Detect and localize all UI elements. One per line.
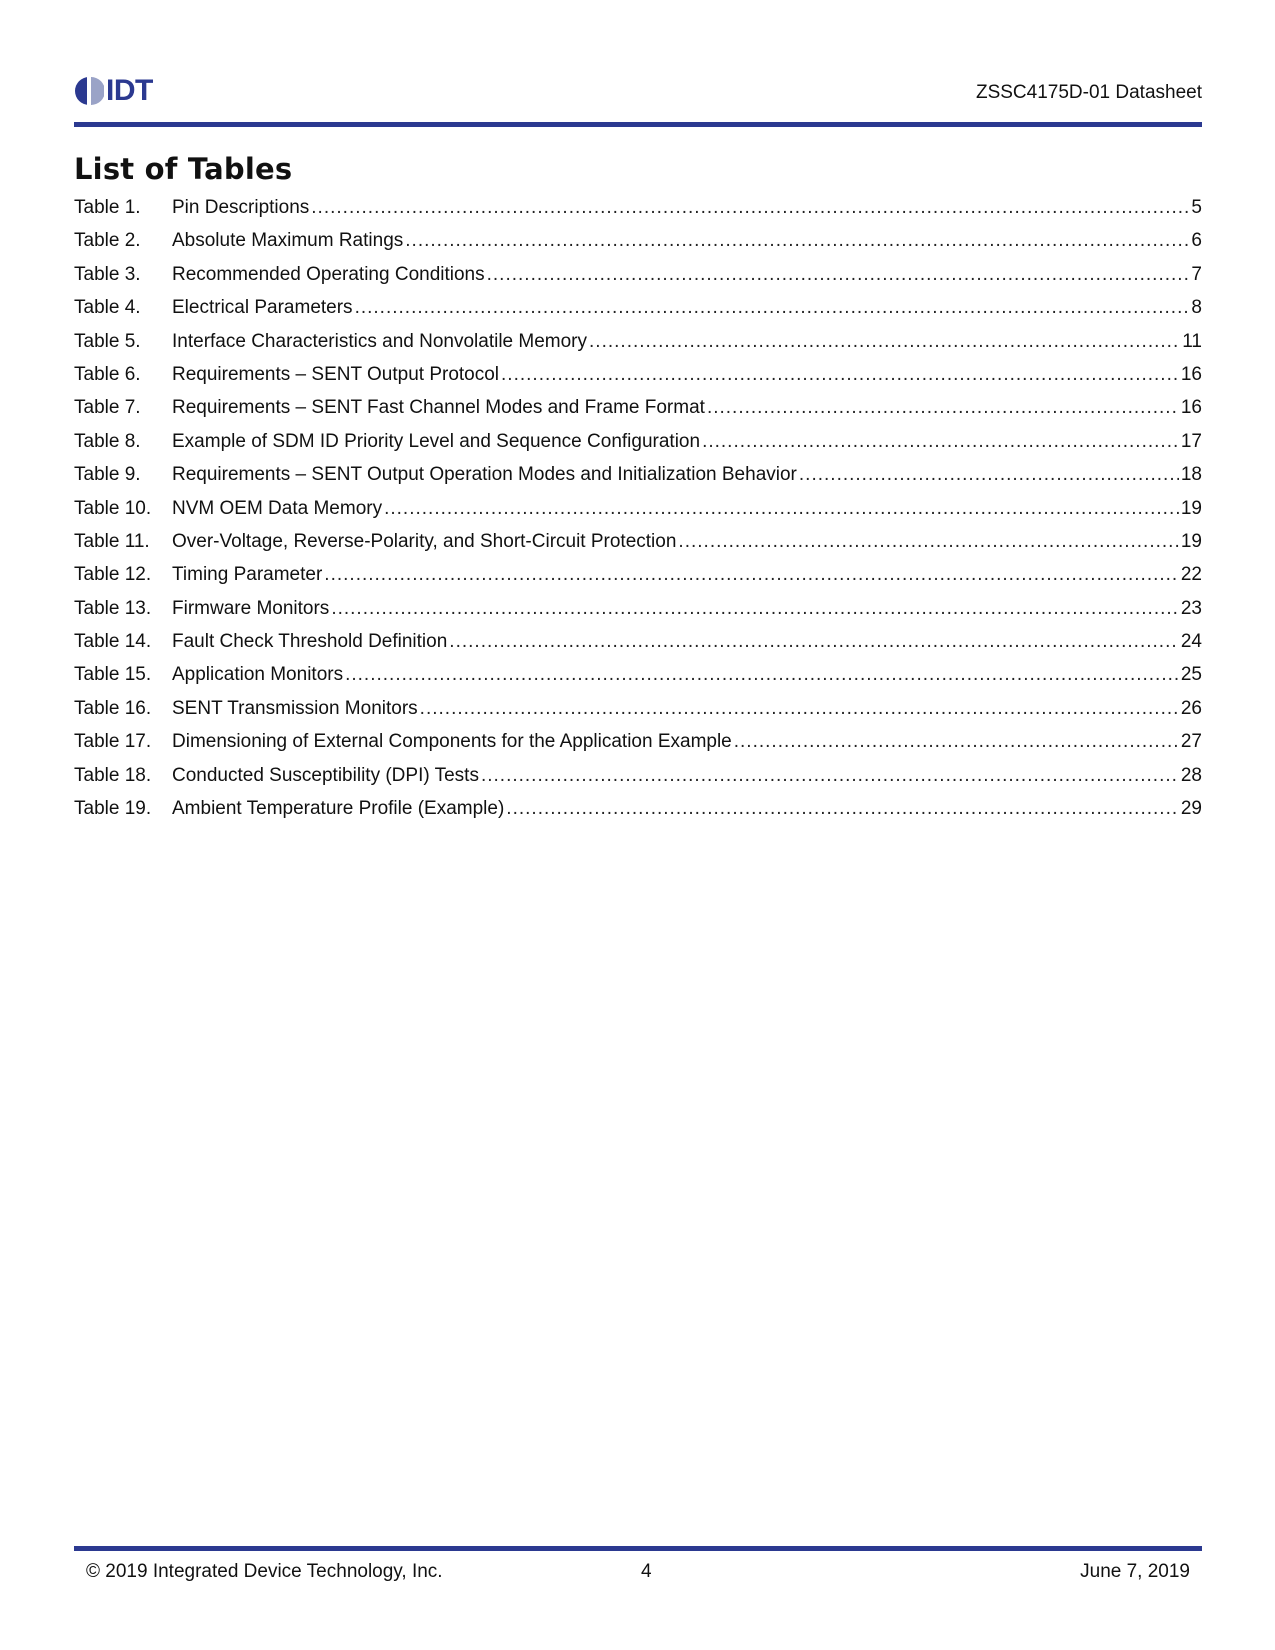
toc-entry-leader [702,430,1179,454]
toc-entry[interactable] [74,296,1202,329]
toc-entry-page: 16 [1180,363,1202,385]
toc-entry-leader [734,730,1179,754]
toc-entry[interactable] [74,330,1202,363]
toc-entry-title: Recommended Operating Conditions [172,263,485,285]
toc-entry-page: 22 [1180,564,1202,586]
toc-entry-title: Firmware Monitors [172,597,330,619]
header-divider [74,122,1202,127]
toc-entry-leader [678,530,1178,554]
toc-entry-number: Table 10. [74,497,152,519]
toc-entry-leader [384,497,1179,521]
toc-entry-leader [311,196,1189,220]
toc-entry-title: Fault Check Threshold Definition [172,631,448,653]
toc-entry-title: Electrical Parameters [172,297,353,319]
page-header [74,70,1202,128]
toc-entry[interactable] [74,229,1202,262]
toc-entry-number: Table 6. [74,363,141,385]
toc-entry-leader [420,697,1179,721]
toc-entry-leader [506,797,1179,821]
document-title: ZSSC4175D-01 Datasheet [975,82,1202,103]
toc-entry-number: Table 13. [74,597,152,619]
toc-entry-leader [707,396,1179,420]
toc-entry-leader [589,330,1180,354]
toc-entry-page: 27 [1180,731,1202,753]
toc-entry-leader [345,663,1179,687]
toc-entry[interactable] [74,463,1202,496]
toc-entry-title: Over-Voltage, Reverse-Polarity, and Short-Circuit Protection [172,530,677,552]
toc-entry-number: Table 8. [74,430,141,452]
toc-entry[interactable] [74,263,1202,296]
toc-entry-number: Table 4. [74,297,141,319]
toc-entry-page: 5 [1191,197,1202,218]
toc-entry-page: 17 [1180,430,1202,452]
toc-entry-title: Requirements – SENT Output Operation Modes and Initialization Behavior [172,464,797,486]
toc-entry-page: 29 [1180,798,1202,820]
toc-entry-leader [501,363,1179,387]
idt-logo [74,74,153,108]
footer-date: June 7, 2019 [1080,1561,1190,1582]
toc-entry-number: Table 5. [74,330,141,352]
toc-entry-title: Requirements – SENT Fast Channel Modes and Frame Format [172,397,705,419]
idt-logo-icon [74,76,104,106]
toc-entry[interactable] [74,363,1202,396]
toc-entry[interactable] [74,663,1202,696]
toc-entry-title: Interface Characteristics and Nonvolatile Memory [172,330,588,352]
toc-entry-number: Table 11. [74,530,150,552]
toc-entry-page: 19 [1180,497,1202,519]
toc-entry-page: 25 [1180,664,1202,686]
toc-entry-number: Table 1. [74,197,141,218]
toc-entry-number: Table 16. [74,697,152,719]
toc-entry[interactable] [74,196,1202,229]
toc-entry-leader [355,296,1190,320]
toc-entry-page: 26 [1180,697,1202,719]
toc-entry[interactable] [74,430,1202,463]
toc-entry-number: Table 19. [74,798,152,820]
toc-entry[interactable] [74,764,1202,797]
toc-entry-page: 11 [1182,330,1202,352]
toc-entry-number: Table 2. [74,230,141,252]
toc-entry-number: Table 3. [74,263,141,285]
toc-entry[interactable] [74,530,1202,563]
toc-entry-leader [449,630,1179,654]
toc-entry-number: Table 17. [74,731,152,753]
toc-entry-page: 18 [1180,464,1202,486]
toc-entry[interactable] [74,630,1202,663]
footer-page-number: 4 [641,1561,652,1582]
toc-entry-page: 8 [1191,297,1202,319]
toc-entry-number: Table 14. [74,631,152,653]
toc-entry-title: Ambient Temperature Profile (Example) [172,798,505,820]
toc-entry-title: Pin Descriptions [172,197,310,218]
toc-entry-page: 24 [1180,631,1202,653]
toc-entry[interactable] [74,396,1202,429]
toc-entry-page: 6 [1191,230,1202,252]
page-title: List of Tables [74,152,293,186]
toc-entry[interactable] [74,797,1202,830]
toc-entry-title: Timing Parameter [172,564,323,586]
toc-entry-title: Example of SDM ID Priority Level and Sequence Configuration [172,430,701,452]
logo-text: IDT [106,74,153,107]
toc-entry-leader [799,463,1179,487]
toc-entry[interactable] [74,730,1202,763]
toc-entry-number: Table 18. [74,764,152,786]
toc-entry-number: Table 12. [74,564,152,586]
toc-entry-page: 7 [1191,263,1202,285]
toc-entry-title: Dimensioning of External Components for the Application Example [172,731,732,753]
toc-entry-leader [487,263,1190,287]
toc-entry-leader [331,597,1179,621]
toc-entry-title: Conducted Susceptibility (DPI) Tests [172,764,479,786]
toc-entry-number: Table 9. [74,464,141,486]
toc-entry-leader [324,563,1179,587]
toc-entry[interactable] [74,497,1202,530]
toc-entry-title: Application Monitors [172,664,344,686]
list-of-tables [74,196,1202,830]
toc-entry-number: Table 15. [74,664,152,686]
toc-entry[interactable] [74,697,1202,730]
toc-entry-leader [481,764,1179,788]
toc-entry-page: 23 [1180,597,1202,619]
toc-entry-title: Requirements – SENT Output Protocol [172,363,500,385]
toc-entry[interactable] [74,563,1202,596]
toc-entry-number: Table 7. [74,397,141,419]
footer-copyright: © 2019 Integrated Device Technology, Inc. [86,1561,443,1582]
toc-entry-title: Absolute Maximum Ratings [172,230,404,252]
footer-divider [74,1546,1202,1551]
toc-entry-title: SENT Transmission Monitors [172,697,418,719]
toc-entry-page: 28 [1180,764,1202,786]
toc-entry-leader [405,229,1189,253]
toc-entry-title: NVM OEM Data Memory [172,497,383,519]
toc-entry-page: 16 [1180,397,1202,419]
toc-entry-page: 19 [1180,530,1202,552]
toc-entry[interactable] [74,597,1202,630]
